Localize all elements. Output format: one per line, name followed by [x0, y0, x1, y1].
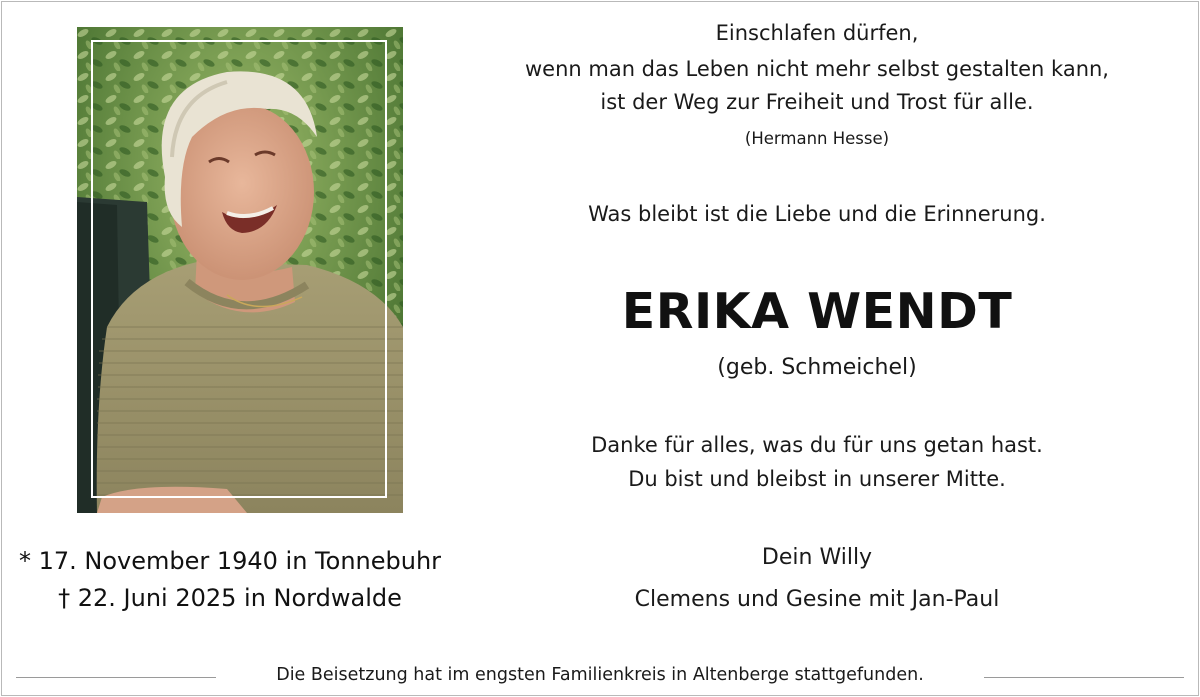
- mourner-line: Dein Willy: [761, 545, 873, 570]
- footer-note-text: Die Beisetzung hat im engsten Familienkreis in Altenberge stattgefunden.: [266, 665, 934, 685]
- remembrance-line: Was bleibt ist die Liebe und die Erinnerung.: [588, 202, 1046, 226]
- footer-note: [0, 665, 1200, 685]
- quote-line: ist der Weg zur Freiheit und Trost für alle.: [600, 90, 1034, 114]
- portrait-photo: [77, 27, 403, 513]
- thanks-line: Danke für alles, was du für uns getan hast.: [591, 433, 1043, 457]
- quote-line: wenn man das Leben nicht mehr selbst gestalten kann,: [524, 57, 1109, 81]
- quote-line: Einschlafen dürfen,: [715, 21, 919, 45]
- deceased-name: ERIKA WENDT: [621, 283, 1013, 340]
- birth-date: * 17. November 1940 in Tonnebuhr: [18, 547, 442, 575]
- thanks-line: Du bist und bleibst in unserer Mitte.: [628, 467, 1006, 491]
- mourner-line: Clemens und Gesine mit Jan-Paul: [634, 587, 1000, 612]
- life-dates: [0, 543, 460, 617]
- maiden-name: (geb. Schmeichel): [717, 355, 917, 380]
- death-date: † 22. Juni 2025 in Nordwalde: [58, 584, 402, 612]
- quote-author: (Hermann Hesse): [744, 129, 890, 148]
